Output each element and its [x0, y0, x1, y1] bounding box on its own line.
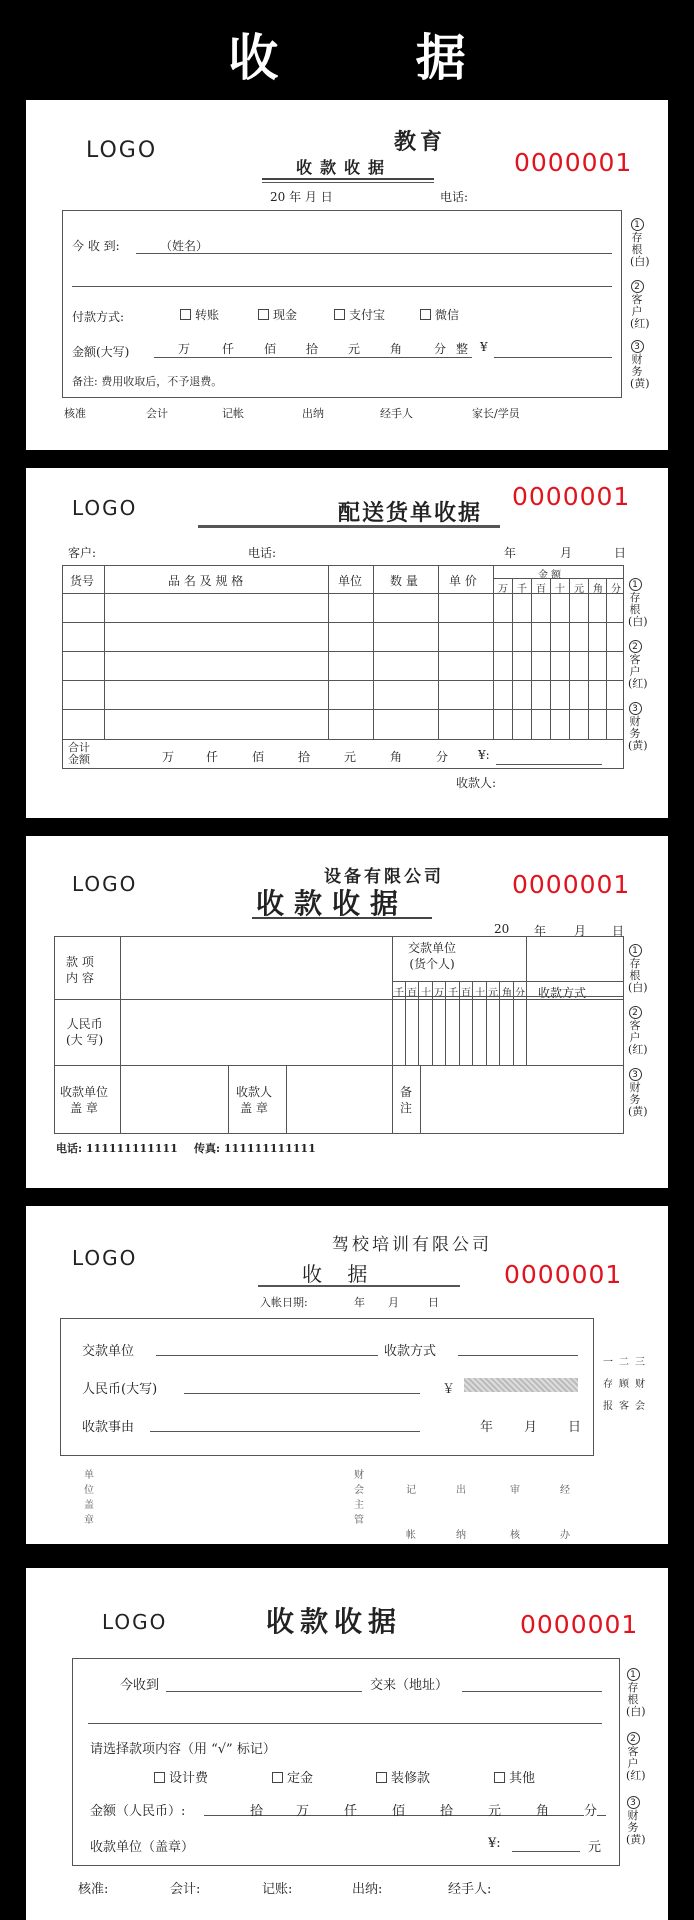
receipt-card-delivery: [26, 468, 668, 818]
checkbox-icon: [272, 1772, 283, 1783]
copy-label-yellow: 3 财务(黄): [628, 704, 648, 752]
amount-label: 金额(大写): [72, 345, 130, 359]
copy-label-red: 2 客户(红): [628, 1008, 648, 1056]
unit-jiao: 角: [390, 750, 403, 764]
unit-shi: 拾: [298, 750, 311, 764]
copy-label-1: 一 存 报: [603, 1357, 613, 1412]
receiver-label: 收款人:: [456, 776, 497, 790]
digit-jiao: 角: [502, 988, 512, 999]
sign-accountant: 会计:: [170, 1882, 201, 1897]
digit-qian: 千: [394, 988, 404, 999]
sign-finance-head: 财 会 主 管: [354, 1470, 364, 1526]
yuan-sign: ¥:: [488, 1836, 501, 1851]
option-renovation[interactable]: 装修款: [376, 1767, 430, 1786]
phone-number: 电话: 111111111111: [56, 1142, 178, 1155]
sign-bookkeeping: 记 帐: [406, 1485, 416, 1541]
unit-fen: 分: [434, 342, 447, 356]
checkbox-icon: [334, 309, 345, 320]
logo: LOGO: [72, 496, 138, 520]
sign-handler: 经手人:: [448, 1882, 492, 1897]
sign-cashier: 出 纳: [456, 1485, 466, 1541]
sign-cashier: 出纳: [302, 407, 324, 420]
option-alipay[interactable]: 支付宝: [334, 306, 385, 323]
receipt-card-driving-school: [26, 1206, 668, 1544]
receipt-body: [62, 210, 622, 398]
unit-qian: 仟: [222, 342, 235, 356]
copy-label-yellow: 3 财务(黄): [626, 1798, 646, 1846]
logo: LOGO: [102, 1610, 168, 1634]
unit-stamp-label: 收款单位（盖章）: [90, 1840, 195, 1855]
digit-shi: 十: [421, 988, 431, 999]
fax-number: 传真: 111111111111: [194, 1142, 316, 1155]
option-design-fee[interactable]: 设计费: [154, 1767, 208, 1786]
receipt-title: 收款收据: [296, 158, 393, 177]
copy-label-red: 2 客户(红): [630, 282, 650, 330]
sign-bookkeeper: 记账:: [262, 1882, 293, 1897]
name-hint: （姓名）: [160, 239, 209, 253]
date-day: 日: [614, 546, 627, 560]
copy-label-yellow: 3 财务(黄): [630, 342, 650, 390]
date-line: 20 年 月 日: [270, 190, 333, 204]
entry-day: 日: [428, 1296, 439, 1309]
sign-cashier: 出纳:: [352, 1882, 383, 1897]
entry-year: 年: [354, 1296, 365, 1309]
sign-parent: 家长/学员: [472, 407, 520, 420]
payer-label: 交款单位 (货个人): [408, 941, 457, 971]
logo: LOGO: [72, 1246, 138, 1270]
col-name-spec: 品 名 及 规 格: [168, 574, 244, 588]
digit-wan: 万: [434, 988, 444, 999]
unit-yuan: 元: [348, 342, 361, 356]
checkbox-icon: [154, 1772, 165, 1783]
checkbox-icon: [494, 1772, 505, 1783]
checkbox-icon: [376, 1772, 387, 1783]
sign-approve: 核准: [64, 407, 86, 420]
pay-method-label: 付款方式:: [72, 310, 125, 324]
received-from-label: 今收到: [120, 1678, 160, 1693]
receipt-number: 0000001: [504, 1260, 623, 1289]
digit-shi-2: 十: [475, 988, 485, 999]
copy-label-red: 2 客户(红): [626, 1734, 646, 1782]
digit-yuan: 元: [574, 584, 584, 595]
digit-qian: 千: [517, 584, 527, 595]
rmb-label: 人民币(大写): [82, 1382, 158, 1397]
receipt-card-education: [26, 100, 668, 450]
item-content-label: 款 项 内 容: [66, 955, 94, 985]
option-deposit[interactable]: 定金: [272, 1767, 313, 1786]
option-other[interactable]: 其他: [494, 1767, 535, 1786]
receipt-title: 配送货单收据: [338, 500, 483, 526]
unit-stamp-label: 收款单位 盖 章: [60, 1085, 109, 1115]
date-day: 日: [612, 924, 625, 938]
sign-bookkeeper: 记帐: [222, 407, 244, 420]
org-name: 教育: [394, 129, 447, 155]
total-label: 合计 金额: [68, 741, 90, 766]
unit-shi: 拾: [306, 342, 319, 356]
copy-label-red: 2 客户(红): [628, 642, 648, 690]
copy-label-2: 二 顾 客: [619, 1357, 629, 1412]
copy-label-white: 1 存根(白): [628, 580, 648, 628]
unit-bai: 佰: [392, 1804, 406, 1819]
digit-bai: 百: [536, 584, 546, 595]
copy-label-white: 1 存根(白): [628, 946, 648, 994]
unit-wan: 万: [296, 1804, 310, 1819]
date-month: 月: [574, 924, 587, 938]
logo: LOGO: [86, 138, 158, 163]
sign-audit: 审 核: [510, 1485, 520, 1541]
payer-label: 交款单位: [82, 1344, 135, 1359]
remark-label: 备 注: [400, 1085, 413, 1115]
yuan-sign: ￥: [442, 1382, 456, 1397]
receipt-title: 收 据: [302, 1262, 368, 1286]
checkbox-icon: [180, 309, 191, 320]
digit-shi: 十: [555, 584, 565, 595]
unit-whole: 整: [456, 342, 469, 356]
option-transfer[interactable]: 转账: [180, 306, 219, 323]
receipt-number: 0000001: [512, 870, 631, 899]
col-amount: 金 额: [538, 570, 562, 581]
org-name: 驾校培训有限公司: [332, 1235, 492, 1255]
yuan-unit: 元: [588, 1840, 602, 1855]
receipt-title: 收款收据: [266, 1605, 403, 1638]
pay-method-label: 收款方式: [538, 986, 587, 1000]
note: 备注: 费用收取后，不予退费。: [72, 375, 223, 388]
received-from-label: 今 收 到:: [72, 239, 120, 253]
digit-jiao: 角: [593, 584, 603, 595]
customer-label: 客户:: [68, 546, 97, 560]
entry-date-label: 入帐日期:: [260, 1296, 308, 1309]
copy-label-white: 1 存根(白): [626, 1670, 646, 1718]
unit-qian: 仟: [206, 750, 219, 764]
receipt-card-equipment: [26, 836, 668, 1188]
page-title: 收 据: [228, 29, 526, 87]
entry-month: 月: [388, 1296, 399, 1309]
unit-shi-wan: 拾: [250, 1804, 264, 1819]
digit-bai: 百: [407, 988, 417, 999]
digit-qian-2: 千: [448, 988, 458, 999]
phone-label: 电话:: [440, 190, 469, 204]
receipt-number: 0000001: [512, 482, 631, 511]
receipt-title: 收款收据: [256, 887, 409, 920]
unit-qian: 仟: [344, 1804, 358, 1819]
date-year: 年: [480, 1420, 494, 1435]
sign-unit-stamp: 单 位 盖 章: [84, 1470, 94, 1526]
unit-yuan: 元: [488, 1804, 502, 1819]
unit-shi: 拾: [440, 1804, 454, 1819]
person-stamp-label: 收款人 盖 章: [236, 1085, 273, 1115]
date-day: 日: [568, 1420, 582, 1435]
reason-label: 收款事由: [82, 1420, 135, 1435]
checkbox-icon: [420, 309, 431, 320]
digit-yuan: 元: [488, 988, 498, 999]
unit-yuan: 元: [344, 750, 357, 764]
rmb-label: 人民币 (大 写): [66, 1017, 104, 1047]
unit-wan: 万: [162, 750, 175, 764]
checkbox-icon: [258, 309, 269, 320]
sign-approve: 核准:: [78, 1882, 109, 1897]
unit-jiao: 角: [390, 342, 403, 356]
col-price: 单 价: [449, 574, 477, 588]
col-item-no: 货号: [70, 574, 95, 588]
sign-accountant: 会计: [146, 407, 168, 420]
yuan-sign: ¥:: [478, 748, 490, 762]
date-year: 年: [534, 924, 547, 938]
copy-label-yellow: 3 财务(黄): [628, 1070, 648, 1118]
org-name: 设备有限公司: [324, 867, 444, 887]
digit-wan: 万: [498, 584, 508, 595]
option-wechat[interactable]: 微信: [420, 306, 459, 323]
unit-fen: 分: [436, 750, 449, 764]
amount-box[interactable]: [464, 1378, 578, 1392]
logo: LOGO: [72, 872, 138, 896]
digit-fen: 分: [515, 988, 525, 999]
col-unit: 单位: [338, 574, 363, 588]
receipt-card-decoration: [26, 1568, 668, 1920]
copy-label-white: 1 存根(白): [630, 220, 650, 268]
digit-fen: 分: [611, 584, 621, 595]
yuan-sign: ¥: [480, 340, 488, 354]
copy-label-3: 三 财 会: [635, 1357, 645, 1412]
unit-wan: 万: [178, 342, 191, 356]
select-hint: 请选择款项内容（用 “√” 标记）: [90, 1742, 276, 1757]
unit-bai: 佰: [264, 342, 277, 356]
phone-label: 电话:: [248, 546, 277, 560]
sign-handler: 经 办: [560, 1485, 570, 1541]
digit-bai-2: 百: [461, 988, 471, 999]
amount-label: 金额（人民币）:: [90, 1804, 186, 1819]
date-month: 月: [560, 546, 573, 560]
unit-fen: 分: [584, 1800, 597, 1819]
pay-method-label: 收款方式: [384, 1344, 437, 1359]
unit-bai: 佰: [252, 750, 265, 764]
date-year: 年: [504, 546, 517, 560]
unit-jiao: 角: [536, 1804, 550, 1819]
payer-address-label: 交来（地址）: [370, 1678, 449, 1693]
sign-handler: 经手人: [380, 407, 413, 420]
option-cash[interactable]: 现金: [258, 306, 297, 323]
receipt-table: [54, 936, 624, 1134]
date-prefix: 20: [494, 922, 510, 936]
receipt-number: 0000001: [520, 1610, 639, 1639]
col-quantity: 数 量: [390, 574, 418, 588]
date-month: 月: [524, 1420, 538, 1435]
receipt-number: 0000001: [514, 148, 633, 177]
